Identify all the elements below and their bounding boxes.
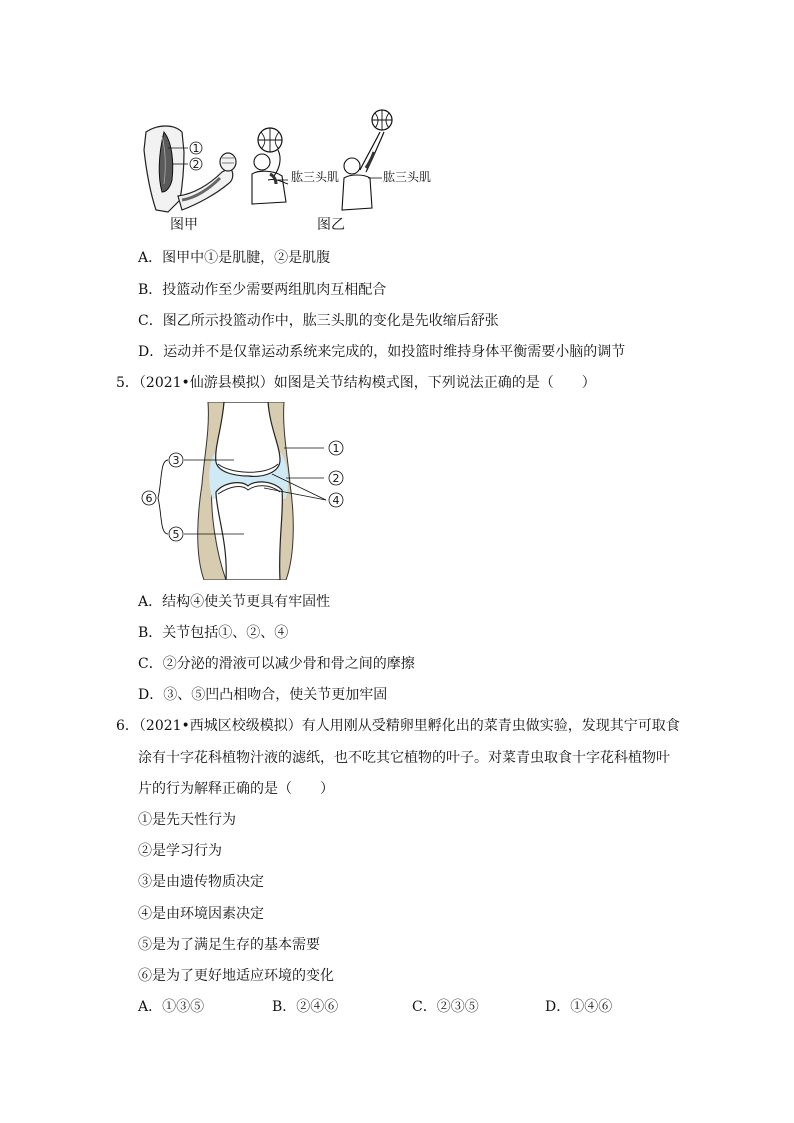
- figure-b-muscle-label-1: 肱三头肌: [291, 170, 340, 184]
- joint-label-1: 1: [332, 442, 340, 455]
- q5-option-a: A．结构④使关节更具有牢固性: [138, 594, 331, 610]
- q6-statement-5: ⑤是为了满足生存的基本需要: [138, 937, 320, 953]
- q6-statement-4: ④是由环境因素决定: [138, 906, 264, 922]
- q4-option-b: B．投篮动作至少需要两组肌肉互相配合: [138, 282, 387, 298]
- q6-stem-line-2: 涂有十字花科植物汁液的滤纸，也不吃其它植物的叶子。对菜青虫取食十字花科植物叶: [138, 750, 670, 766]
- joint-structure-diagram: [138, 402, 358, 580]
- q4-option-d: D．运动并不是仅靠运动系统来完成的，如投篮时维持身体平衡需要小脑的调节: [138, 344, 626, 360]
- q6-choice-d: D．①④⑥: [545, 999, 613, 1015]
- q6-statement-1: ①是先天性行为: [138, 812, 236, 828]
- arm-muscle-figure: [138, 122, 238, 214]
- joint-label-5: 5: [172, 528, 180, 541]
- q4-option-c: C．图乙所示投篮动作中，肱三头肌的变化是先收缩后舒张: [138, 313, 499, 329]
- figure-b-caption: 图乙: [317, 217, 345, 233]
- joint-label-6: 6: [145, 492, 153, 505]
- joint-label-2: 2: [332, 472, 340, 485]
- figure-a-caption: 图甲: [170, 217, 198, 233]
- joint-label-3: 3: [172, 454, 180, 467]
- q4-option-a: A．图甲中①是肌腱，②是肌腹: [138, 250, 331, 266]
- marker-1: 1: [192, 142, 200, 155]
- q5-stem: 5．（2021•仙游县模拟）如图是关节结构模式图，下列说法正确的是（ ）: [116, 375, 596, 391]
- q6-choice-c: C．②③⑤: [412, 999, 479, 1015]
- marker-2: 2: [192, 158, 200, 171]
- q6-statement-3: ③是由遗传物质决定: [138, 874, 264, 890]
- q5-option-c: C．②分泌的滑液可以减少骨和骨之间的摩擦: [138, 656, 415, 672]
- q6-statement-2: ②是学习行为: [138, 843, 222, 859]
- q6-choice-a: A．①③⑤: [138, 999, 205, 1015]
- q6-stem-line-1: 6．（2021•西城区校级模拟）有人用刚从受精卵里孵化出的菜青虫做实验，发现其宁可取食: [116, 718, 680, 734]
- q5-option-b: B．关节包括①、②、④: [138, 625, 289, 641]
- q6-choice-b: B．②④⑥: [272, 999, 339, 1015]
- q6-statement-6: ⑥是为了更好地适应环境的变化: [138, 968, 334, 984]
- q5-option-d: D．③、⑤凹凸相吻合，使关节更加牢固: [138, 687, 388, 703]
- figure-b-muscle-label-2: 肱三头肌: [383, 170, 432, 184]
- q6-stem-line-3: 片的行为解释正确的是（ ）: [138, 781, 334, 797]
- joint-label-4: 4: [332, 494, 340, 507]
- shooting-figure-2: [338, 108, 398, 214]
